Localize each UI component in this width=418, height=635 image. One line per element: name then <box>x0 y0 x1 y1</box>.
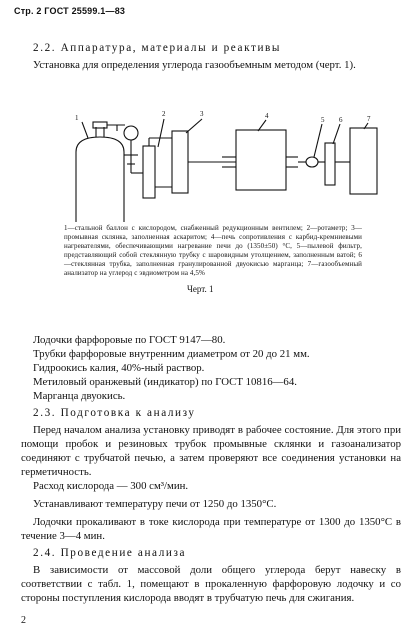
label-4: 4 <box>265 112 269 120</box>
materials-list <box>33 333 405 403</box>
label-7: 7 <box>367 115 371 123</box>
tube-furnace <box>236 130 286 190</box>
boat-calcination: Лодочки прокаливают в токе кислорода при температуре от 1300 до 1350°С в течение 3—4 мин. <box>21 516 401 542</box>
list-item: Гидроокись калия, 40%-ный раствор. <box>33 362 205 374</box>
section-2-3-paragraph: Перед началом анализа установку приводят в рабочее состояние. Для этого при помощи пробок и резиновых трубок промывные склянки и газоанализатор соединяют с трубчатой печью, а затем проверяют все соединения установки на герметичность. <box>21 424 401 478</box>
list-item: Марганца двуокись. <box>33 390 126 402</box>
figure-title: Черт. 1 <box>187 284 214 294</box>
glass-tube <box>325 143 335 185</box>
section-2-3-title: 2.3. Подготовка к анализу <box>33 407 196 419</box>
washing-bottle <box>172 131 188 193</box>
list-item: Трубки фарфоровые внутренним диаметром от 20 до 21 мм. <box>33 348 310 360</box>
list-item: Лодочки фарфоровые по ГОСТ 9147—80. <box>33 334 226 346</box>
label-6: 6 <box>339 116 343 124</box>
dust-filter <box>306 157 318 167</box>
oxygen-cylinder <box>76 137 124 222</box>
section-2-2-title: 2.2. Аппаратура, материалы и реактивы <box>33 42 282 54</box>
list-item: Метиловый оранжевый (индикатор) по ГОСТ 10816—64. <box>33 376 297 388</box>
gas-analyzer <box>350 128 377 194</box>
page-header: Стр. 2 ГОСТ 25599.1—83 <box>14 6 126 16</box>
label-5: 5 <box>321 116 325 124</box>
rotameter <box>143 146 155 198</box>
label-1: 1 <box>75 114 79 122</box>
label-2: 2 <box>162 110 166 118</box>
figure-caption: 1—стальной баллон с кислородом, снабженный редукционным вентилем; 2—ротаметр; 3—промывная склянка, заполненная аскаритом; 4—печь сопротивления с карбид-кремниевыми нагревателями, обеспечивающими нагревание печи до (1350±50) °С, 5—пылевой фильтр, представляющий собой стеклянную трубку с шаровидным утолщением, заполненным ватой; 6—стеклянная трубка, заполненная гранулированной двуокисью марганца; 7—газообъемный анализатор на углерод с эвдиометром на 4,5% <box>64 224 362 277</box>
oxygen-flow: Расход кислорода — 300 см³/мин. <box>33 480 189 492</box>
page-number: 2 <box>21 615 26 626</box>
section-2-4-title: 2.4. Проведение анализа <box>33 547 187 559</box>
label-3: 3 <box>200 110 204 118</box>
furnace-temperature: Устанавливают температуру печи от 1250 до 1350°С. <box>33 498 277 510</box>
section-2-4-paragraph: В зависимости от массовой доли общего углерода берут навеску в соответствии с табл. 1, помещают в прокаленную фарфоровую лодочку и со стороны поступления кислорода вводят в трубчатую печь для сжигания. <box>21 564 401 604</box>
section-2-2-intro: Установка для определения углерода газообъемным методом (черт. 1). <box>33 59 356 71</box>
